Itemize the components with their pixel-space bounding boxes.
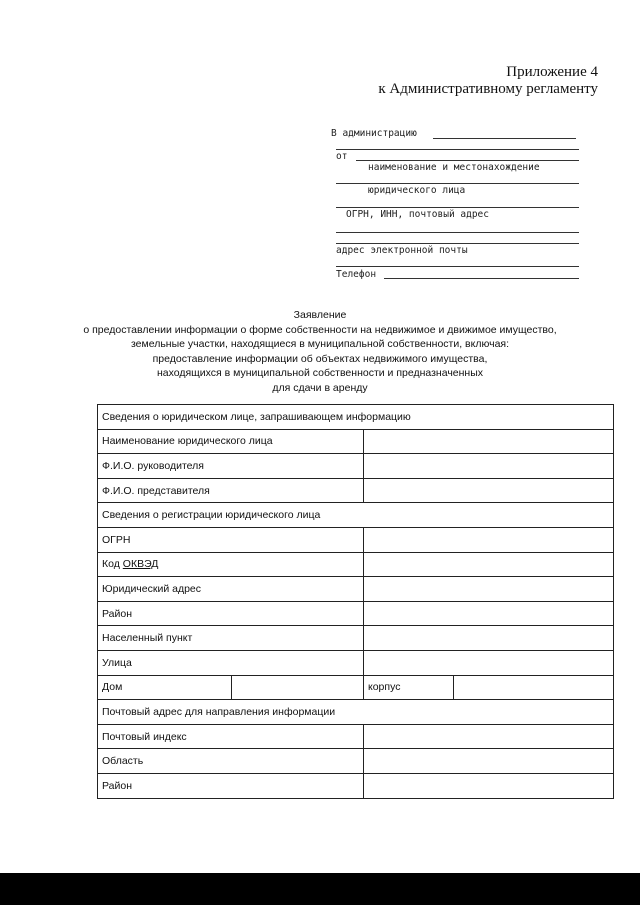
table-row — [98, 478, 614, 503]
table-row — [98, 601, 614, 626]
to-administration-line — [433, 138, 576, 139]
entity-name-field[interactable] — [364, 429, 614, 454]
street-field[interactable] — [364, 650, 614, 675]
representative-field[interactable] — [364, 478, 614, 503]
blank-line-2 — [336, 183, 579, 184]
table-row — [98, 405, 614, 430]
section-registration-header: Сведения о регистрации юридического лица — [98, 503, 614, 528]
from-line — [356, 160, 579, 161]
title-line-4: находящихся в муниципальной собственности и предназначенных — [156, 367, 484, 379]
title-heading: Заявление — [293, 309, 347, 321]
director-label: Ф.И.О. руководителя — [98, 454, 364, 479]
okved-text: ОКВЭД — [122, 558, 159, 571]
table-row — [98, 675, 614, 700]
postal-index-field[interactable] — [364, 724, 614, 749]
title-line-1: о предоставлении информации о форме собственности на недвижимое и движимое имущество, — [83, 323, 557, 336]
table-row — [98, 503, 614, 528]
blank-line-5 — [336, 243, 579, 244]
okved-field[interactable] — [364, 552, 614, 577]
district2-field[interactable] — [364, 773, 614, 798]
blank-line-3 — [336, 207, 579, 208]
phone-line — [384, 278, 579, 279]
application-form-table — [97, 404, 614, 799]
legal-address-label: Юридический адрес — [98, 577, 364, 602]
title-line-3: предоставление информации об объектах недвижимого имущества, — [152, 352, 488, 365]
appendix-note — [378, 64, 598, 98]
house-field[interactable] — [232, 675, 364, 700]
table-row — [98, 429, 614, 454]
district-label: Район — [98, 601, 364, 626]
ogrn-label: ОГРН — [98, 527, 364, 552]
email-hint: адрес электронной почты — [336, 245, 468, 256]
phone-label: Телефон — [336, 269, 377, 280]
table-row — [98, 527, 614, 552]
blank-line-6 — [336, 266, 579, 267]
entity-hint: юридического лица — [368, 185, 466, 196]
to-administration-label: В администрацию — [331, 128, 417, 139]
locality-field[interactable] — [364, 626, 614, 651]
district2-label: Район — [98, 773, 364, 798]
region-field[interactable] — [364, 749, 614, 774]
scan-border-bottom — [0, 873, 640, 905]
section-entity-header: Сведения о юридическом лице, запрашивающем информацию — [98, 405, 614, 430]
house-label: Дом — [98, 675, 232, 700]
table-row — [98, 773, 614, 798]
table-row — [98, 454, 614, 479]
region-label: Область — [98, 749, 364, 774]
locality-label: Населенный пункт — [98, 626, 364, 651]
table-row — [98, 626, 614, 651]
appendix-line-2: к Административному регламенту — [378, 81, 598, 97]
postal-index-label: Почтовый индекс — [98, 724, 364, 749]
application-title — [60, 308, 580, 395]
table-row — [98, 749, 614, 774]
building-label: корпус — [364, 675, 454, 700]
from-label: от — [336, 151, 348, 162]
blank-line-1 — [336, 149, 579, 150]
director-field[interactable] — [364, 454, 614, 479]
title-line-5: для сдачи в аренду — [272, 381, 368, 394]
title-line-2: земельные участки, находящиеся в муниципальной собственности, включая: — [130, 338, 510, 350]
ids-hint: ОГРН, ИНН, почтовый адрес — [346, 209, 489, 220]
entity-name-label: Наименование юридического лица — [98, 429, 364, 454]
section-postal-header: Почтовый адрес для направления информации — [98, 700, 614, 725]
building-field[interactable] — [454, 675, 614, 700]
district-field[interactable] — [364, 601, 614, 626]
ogrn-field[interactable] — [364, 527, 614, 552]
table-row — [98, 577, 614, 602]
table-row — [98, 650, 614, 675]
table-row — [98, 552, 614, 577]
appendix-line-1: Приложение 4 — [506, 64, 598, 80]
name-location-hint: наименование и местонахождение — [368, 162, 540, 173]
legal-address-field[interactable] — [364, 577, 614, 602]
code-prefix: Код — [102, 558, 123, 571]
blank-line-4 — [336, 232, 579, 233]
okved-label — [98, 552, 364, 577]
representative-label: Ф.И.О. представителя — [98, 478, 364, 503]
table-row — [98, 724, 614, 749]
street-label: Улица — [98, 650, 364, 675]
table-row — [98, 700, 614, 725]
